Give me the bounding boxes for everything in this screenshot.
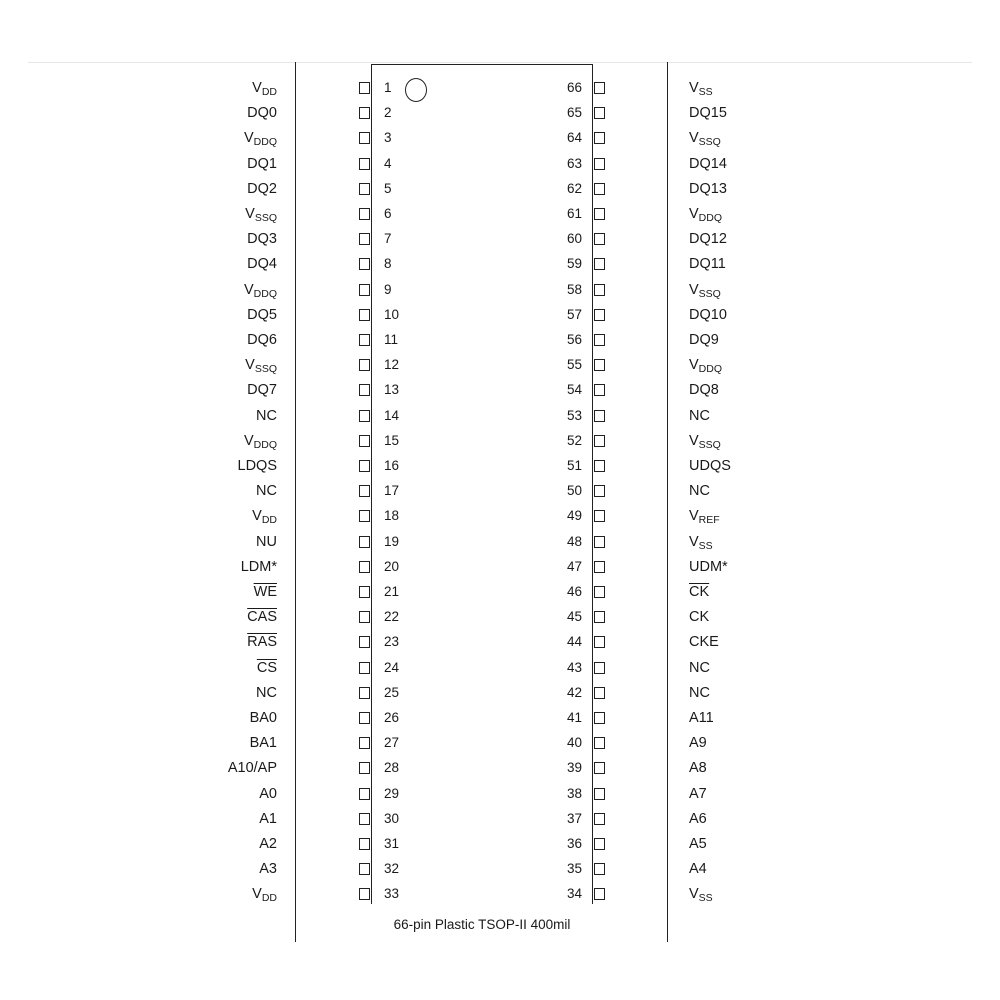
pin-37-pad	[594, 813, 605, 825]
pin-5-pad	[359, 183, 370, 195]
pin-9-number: 9	[384, 282, 392, 297]
pin-12-number: 12	[384, 357, 400, 372]
pin-18-pad	[359, 510, 370, 522]
pin-35-pad	[594, 863, 605, 875]
pin-41-number: 41	[566, 710, 582, 725]
pin-47-signal: UDM*	[689, 559, 728, 575]
pin-18-signal: $V_{DD}$	[252, 508, 277, 526]
pin-65-number: 65	[566, 105, 582, 120]
pin-11-signal: DQ6	[247, 332, 277, 348]
pin-47-pad	[594, 561, 605, 573]
pin-65-pad	[594, 107, 605, 119]
pin-58-signal: $V_{SSQ}$	[689, 282, 721, 300]
pin-39-number: 39	[566, 760, 582, 775]
pin-54-number: 54	[566, 382, 582, 397]
pin-10-signal: DQ5	[247, 307, 277, 323]
pin-38-pad	[594, 788, 605, 800]
pin-2-signal: DQ0	[247, 105, 277, 121]
pin-30-pad	[359, 813, 370, 825]
pin-42-number: 42	[566, 685, 582, 700]
pin-57-signal: DQ10	[689, 307, 727, 323]
pin-58-number: 58	[566, 282, 582, 297]
pin-8-number: 8	[384, 256, 392, 271]
pin-63-pad	[594, 158, 605, 170]
pin-23-pad	[359, 636, 370, 648]
pin-2-number: 2	[384, 105, 392, 120]
pin-33-pad	[359, 888, 370, 900]
pin-11-number: 11	[384, 332, 399, 347]
pin-61-number: 61	[566, 206, 582, 221]
pin-3-pad	[359, 132, 370, 144]
pin-42-pad	[594, 687, 605, 699]
pin-35-signal: A4	[689, 861, 707, 877]
pin-45-pad	[594, 611, 605, 623]
pin-46-number: 46	[566, 584, 582, 599]
pin-28-signal: A10/AP	[227, 760, 277, 776]
pin-4-signal: DQ1	[247, 156, 277, 172]
pin-5-number: 5	[384, 181, 392, 196]
pin-65-signal: DQ15	[689, 105, 727, 121]
pin-8-pad	[359, 258, 370, 270]
pin-43-pad	[594, 662, 605, 674]
pin-24-pad	[359, 662, 370, 674]
pin-29-number: 29	[384, 786, 400, 801]
pin-5-signal: DQ2	[247, 181, 277, 197]
pin-24-signal: $\overline{CS}$	[256, 660, 277, 676]
pin-46-signal: $\overline{CK}$	[689, 584, 710, 600]
pin-31-signal: A2	[259, 836, 277, 852]
pin-27-pad	[359, 737, 370, 749]
pin-19-number: 19	[384, 534, 400, 549]
pin-39-pad	[594, 762, 605, 774]
pin-38-signal: A7	[689, 786, 707, 802]
pin-20-number: 20	[384, 559, 400, 574]
pin-17-number: 17	[384, 483, 400, 498]
pin-64-number: 64	[566, 130, 582, 145]
pin-55-pad	[594, 359, 605, 371]
pin-10-number: 10	[384, 307, 400, 322]
pin-32-signal: A3	[259, 861, 277, 877]
pin-6-number: 6	[384, 206, 392, 221]
pin-7-signal: DQ3	[247, 231, 277, 247]
pin-51-signal: UDQS	[689, 458, 731, 474]
pin-40-number: 40	[566, 735, 582, 750]
pin-59-number: 59	[566, 256, 582, 271]
pin-51-pad	[594, 460, 605, 472]
pin-60-number: 60	[566, 231, 582, 246]
pin-59-signal: DQ11	[689, 256, 726, 272]
pin-51-number: 51	[566, 458, 582, 473]
pin-27-signal: BA1	[249, 735, 277, 751]
pin-64-signal: $V_{SSQ}$	[689, 130, 721, 148]
pin-20-pad	[359, 561, 370, 573]
pin-15-signal: $V_{DDQ}$	[243, 433, 277, 451]
pin-25-pad	[359, 687, 370, 699]
pin-58-pad	[594, 284, 605, 296]
pin-38-number: 38	[566, 786, 582, 801]
pin-29-pad	[359, 788, 370, 800]
pin-41-pad	[594, 712, 605, 724]
left-divider-line	[295, 62, 296, 942]
pin-1-pad	[359, 82, 370, 94]
pin-53-signal: NC	[689, 408, 710, 424]
pin-33-signal: $V_{DD}$	[252, 886, 277, 904]
pin-22-signal: $\overline{CAS}$	[247, 609, 277, 625]
pin-14-signal: NC	[256, 408, 277, 424]
pin-44-number: 44	[566, 634, 582, 649]
pin-30-signal: A1	[259, 811, 277, 827]
pin-50-number: 50	[566, 483, 582, 498]
pin-27-number: 27	[384, 735, 400, 750]
pin-26-pad	[359, 712, 370, 724]
package-caption: 66-pin Plastic TSOP-II 400mil	[393, 917, 571, 932]
pin-31-pad	[359, 838, 370, 850]
pin-60-pad	[594, 233, 605, 245]
pin-15-number: 15	[384, 433, 400, 448]
pin-45-signal: CK	[689, 609, 710, 625]
pin-63-signal: DQ14	[689, 156, 727, 172]
pin-47-number: 47	[566, 559, 582, 574]
pin-40-signal: A9	[689, 735, 707, 751]
pin-34-number: 34	[566, 886, 582, 901]
pin-23-signal: $\overline{RAS}$	[247, 634, 277, 650]
pin-42-signal: NC	[689, 685, 710, 701]
pin-16-pad	[359, 460, 370, 472]
pin-14-number: 14	[384, 408, 400, 423]
pin-49-pad	[594, 510, 605, 522]
pin-34-signal: $V_{SS}$	[689, 886, 713, 904]
pin-62-number: 62	[566, 181, 582, 196]
pin-7-number: 7	[384, 231, 392, 246]
pin-60-signal: DQ12	[689, 231, 727, 247]
pin-57-pad	[594, 309, 605, 321]
pin-57-number: 57	[566, 307, 582, 322]
pin-62-pad	[594, 183, 605, 195]
pin-30-number: 30	[384, 811, 400, 826]
pin-53-number: 53	[566, 408, 582, 423]
pin-44-pad	[594, 636, 605, 648]
pin-50-pad	[594, 485, 605, 497]
pin-12-signal: $V_{SSQ}$	[245, 357, 277, 375]
pin-1-signal: $V_{DD}$	[252, 80, 277, 98]
pin-56-pad	[594, 334, 605, 346]
pin-19-signal: NU	[256, 534, 277, 550]
pin-1-number: 1	[384, 80, 392, 95]
pin-6-pad	[359, 208, 370, 220]
pin-17-pad	[359, 485, 370, 497]
pin-20-signal: LDM*	[240, 559, 277, 575]
pin-31-number: 31	[384, 836, 400, 851]
pin-56-number: 56	[566, 332, 582, 347]
pin-36-number: 36	[566, 836, 582, 851]
pin-32-pad	[359, 863, 370, 875]
pin-46-pad	[594, 586, 605, 598]
pin-21-signal: $\overline{WE}$	[253, 584, 277, 600]
pin-22-number: 22	[384, 609, 400, 624]
pin-8-signal: DQ4	[247, 256, 277, 272]
pin-48-signal: $V_{SS}$	[689, 534, 713, 552]
pin1-indicator-icon	[405, 78, 427, 102]
pin-17-signal: NC	[256, 483, 277, 499]
pin-55-number: 55	[566, 357, 582, 372]
pin-37-signal: A6	[689, 811, 707, 827]
pin-64-pad	[594, 132, 605, 144]
pin-25-signal: NC	[256, 685, 277, 701]
pin-4-pad	[359, 158, 370, 170]
pin-26-number: 26	[384, 710, 400, 725]
pin-44-signal: CKE	[689, 634, 719, 650]
pin-16-number: 16	[384, 458, 400, 473]
pin-11-pad	[359, 334, 370, 346]
pin-22-pad	[359, 611, 370, 623]
pin-36-signal: A5	[689, 836, 707, 852]
pin-48-number: 48	[566, 534, 582, 549]
pin-2-pad	[359, 107, 370, 119]
pin-62-signal: DQ13	[689, 181, 727, 197]
pin-21-pad	[359, 586, 370, 598]
pin-55-signal: $V_{DDQ}$	[689, 357, 723, 375]
pin-3-signal: $V_{DDQ}$	[243, 130, 277, 148]
pin-54-pad	[594, 384, 605, 396]
pin-49-signal: $V_{REF}$	[689, 508, 720, 526]
pin-43-signal: NC	[689, 660, 710, 676]
pin-25-number: 25	[384, 685, 400, 700]
pin-4-number: 4	[384, 156, 392, 171]
pin-63-number: 63	[566, 156, 582, 171]
pin-33-number: 33	[384, 886, 400, 901]
pin-40-pad	[594, 737, 605, 749]
pin-34-pad	[594, 888, 605, 900]
pin-9-signal: $V_{DDQ}$	[243, 282, 277, 300]
pin-21-number: 21	[384, 584, 400, 599]
pin-13-pad	[359, 384, 370, 396]
pin-54-signal: DQ8	[689, 382, 719, 398]
pin-59-pad	[594, 258, 605, 270]
top-border	[28, 62, 972, 63]
pin-23-number: 23	[384, 634, 400, 649]
pin-43-number: 43	[566, 660, 582, 675]
pin-56-signal: DQ9	[689, 332, 719, 348]
pin-28-number: 28	[384, 760, 400, 775]
pin-53-pad	[594, 410, 605, 422]
pin-3-number: 3	[384, 130, 392, 145]
pin-66-signal: $V_{SS}$	[689, 80, 713, 98]
pin-61-pad	[594, 208, 605, 220]
pin-13-signal: DQ7	[247, 382, 277, 398]
pin-7-pad	[359, 233, 370, 245]
pin-52-signal: $V_{SSQ}$	[689, 433, 721, 451]
pin-66-number: 66	[566, 80, 582, 95]
pin-12-pad	[359, 359, 370, 371]
pin-39-signal: A8	[689, 760, 707, 776]
pin-13-number: 13	[384, 382, 400, 397]
pin-15-pad	[359, 435, 370, 447]
pin-14-pad	[359, 410, 370, 422]
pin-9-pad	[359, 284, 370, 296]
right-divider-line	[667, 62, 668, 942]
pin-6-signal: $V_{SSQ}$	[245, 206, 277, 224]
pin-26-signal: BA0	[249, 710, 277, 726]
pin-24-number: 24	[384, 660, 400, 675]
pin-48-pad	[594, 536, 605, 548]
pin-52-number: 52	[566, 433, 582, 448]
pin-18-number: 18	[384, 508, 400, 523]
pin-10-pad	[359, 309, 370, 321]
pin-37-number: 37	[566, 811, 582, 826]
pin-28-pad	[359, 762, 370, 774]
pin-52-pad	[594, 435, 605, 447]
pin-35-number: 35	[566, 861, 582, 876]
pin-49-number: 49	[566, 508, 582, 523]
pin-36-pad	[594, 838, 605, 850]
pin-29-signal: A0	[259, 786, 277, 802]
pin-19-pad	[359, 536, 370, 548]
pin-16-signal: LDQS	[237, 458, 277, 474]
pin-66-pad	[594, 82, 605, 94]
pin-32-number: 32	[384, 861, 400, 876]
pin-45-number: 45	[566, 609, 582, 624]
pin-41-signal: A11	[689, 710, 714, 726]
pin-50-signal: NC	[689, 483, 710, 499]
pin-61-signal: $V_{DDQ}$	[689, 206, 723, 224]
